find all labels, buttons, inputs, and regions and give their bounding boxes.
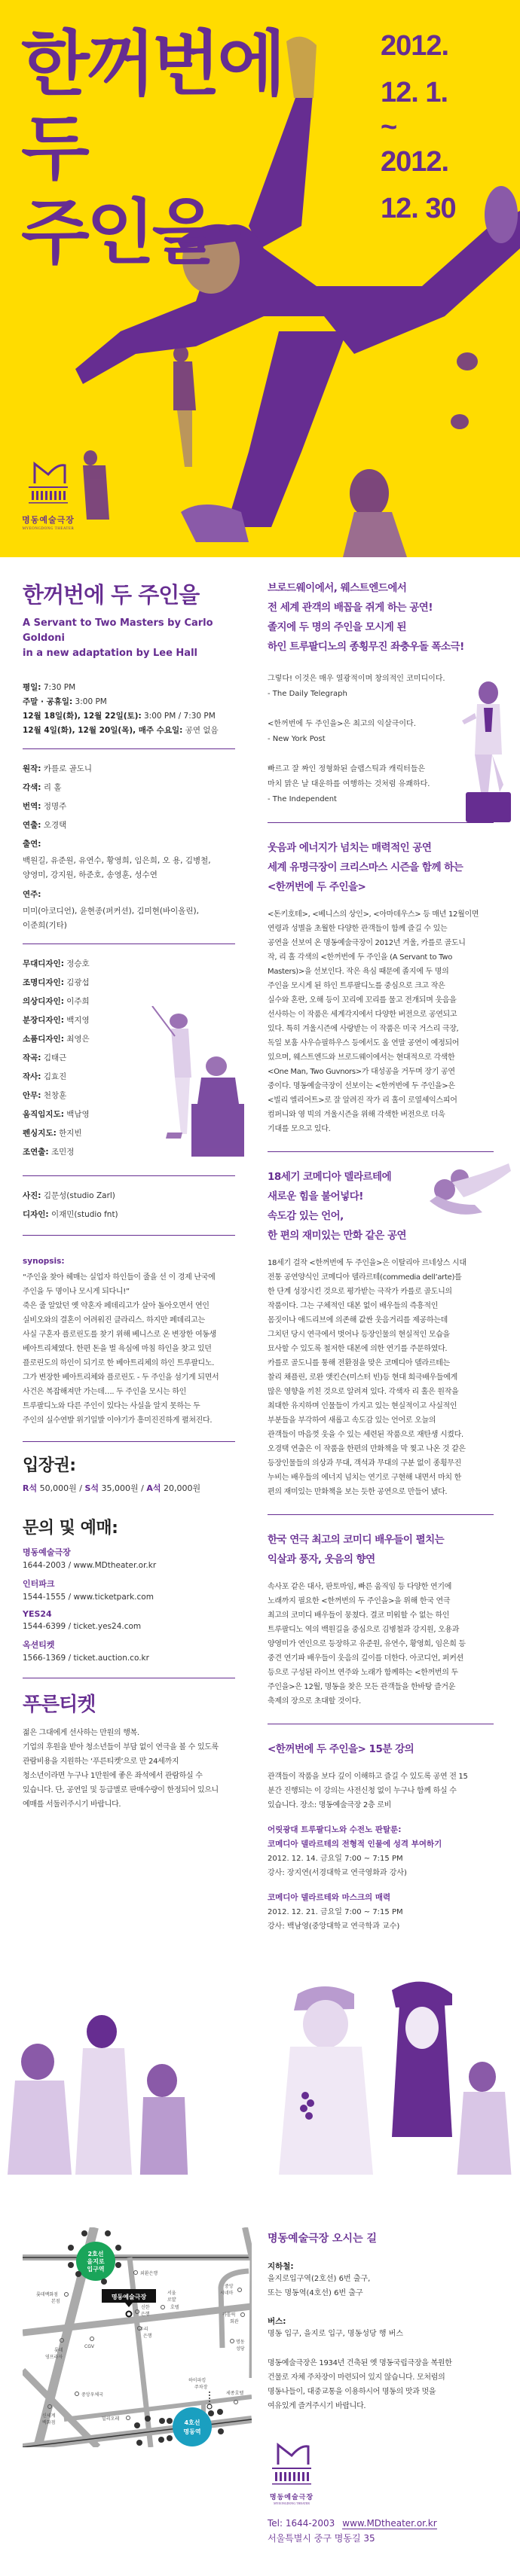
- pureun-line: 관람비용을 지원하는 ‘푸른티켓’으로 만 24세까지: [23, 1757, 179, 1766]
- schedule-row: [23, 709, 235, 724]
- schedule: [23, 681, 235, 738]
- music-line: 이준희(기타): [23, 921, 67, 930]
- pureun-line: 기업의 후원을 받아 청소년들이 부담 없이 연극을 볼 수 있도록: [23, 1743, 219, 1751]
- credit-row: [23, 816, 235, 835]
- credit-label: 각색:: [23, 783, 41, 792]
- lecture-title-line: 코메디아 델라르테의 전형적 인물에 성격 부여하기: [268, 1840, 442, 1849]
- cast-line: 백원길, 유준원, 유연수, 황영희, 임은희, 오 용, 김병철,: [23, 856, 211, 865]
- body-line: 최대한 유지하며 인물들이 가지고 있는 현실적이고 사실적인: [268, 1402, 457, 1410]
- staff-value: 최영은: [63, 1035, 90, 1044]
- svg-text:CGV: CGV: [84, 2344, 94, 2349]
- staff-label: 안무:: [23, 1091, 41, 1100]
- staff-value: 백지영: [63, 1016, 90, 1025]
- directions-text: [256, 2227, 520, 2546]
- staff-value: 한지빈: [56, 1129, 82, 1138]
- staff-value: 정승호: [63, 959, 90, 968]
- section-lecture: [268, 1739, 497, 1934]
- play-subtitle: [23, 616, 235, 661]
- credit-row: [23, 760, 235, 779]
- staff-label: 조명디자인:: [23, 978, 64, 987]
- schedule-value: 7:30 PM: [41, 683, 76, 692]
- theater-logo: [21, 461, 75, 531]
- lecture-title: [268, 1891, 497, 1905]
- body-line: 관객들이 마음껏 웃을 수 있는 세련된 작품으로 재탄생 시켰다.: [268, 1431, 463, 1439]
- parking-note: [268, 2356, 520, 2413]
- svg-text:하이파킹: 하이파킹: [188, 2378, 206, 2383]
- poster-dates: [381, 23, 456, 232]
- line4-station-icon: [173, 2407, 212, 2446]
- contact-heading: 문의 및 예매:: [23, 1519, 118, 1538]
- svg-text:명동: 명동: [236, 2340, 245, 2345]
- section-heading: [268, 1530, 497, 1569]
- contact-link[interactable]: 1544-6399 / ticket.yes24.com: [23, 1622, 142, 1631]
- logo-text-en: MYEONGDONG THEATER: [274, 2501, 310, 2505]
- bus-line: 명동 입구, 을지로 입구, 명동성당 행 버스: [268, 2330, 403, 2338]
- synopsis-line: 사건은 복잡해져만 가는데…. 두 주인을 모시는 하인: [23, 1388, 187, 1396]
- heading-line: 18세기 코메디아 델라르테에: [268, 1171, 392, 1183]
- staff-value: 김효진: [41, 1072, 67, 1081]
- poster-title-line: 주인을: [21, 192, 218, 274]
- heading-line: 새로운 힘을 불어넣다!: [268, 1190, 363, 1203]
- body-line: 중이다. 명동예술극장이 선보이는 <한꺼번에 두 주인을>은: [268, 1082, 455, 1090]
- content-columns: [0, 557, 520, 1934]
- body-line: 편의 재미있는 만화책을 보는 듯한 공연으로 만들어 냈다.: [268, 1488, 448, 1496]
- body-line: 공연을 선보여 온 명동예술극장이 2012년 겨울, 카를로 골도니: [268, 939, 466, 947]
- body-line: 컴퍼니와 영 빅의 겨울시즌을 위해 각색한 버전으로 더욱: [268, 1111, 445, 1119]
- line2-label: 2호선: [87, 2251, 104, 2257]
- music-list: [23, 904, 235, 933]
- body-line: 중견 연기파 배우들이 웃음의 깊이를 더한다. 아코디언, 퍼커션: [268, 1654, 463, 1663]
- body-line: 축제의 장으로 초대할 것이다.: [268, 1697, 361, 1706]
- svg-text:4호선: 4호선: [184, 2419, 200, 2426]
- credit-value: 오경택: [41, 821, 67, 830]
- section-heading: [268, 838, 497, 897]
- body-line: 오경택 연출은 이 작품을 한편의 만화책을 막 찢고 나온 것 같은: [268, 1445, 466, 1453]
- note-line: 건물로 자체 주차장이 마련되어 있지 않습니다. 모처럼의: [268, 2373, 445, 2382]
- bus-info: [268, 2327, 520, 2341]
- divider: [23, 1175, 235, 1176]
- map-container: [0, 2227, 256, 2546]
- divider: [23, 1235, 235, 1236]
- contact-link[interactable]: 1644-2003 / www.MDtheater.or.kr: [23, 1561, 157, 1570]
- schedule-label: 평일:: [23, 683, 41, 692]
- synopsis-line: 그가 변장한 베아트리체와 플로린도 - 두 주인을 섬기게 되면서: [23, 1373, 219, 1382]
- price-grade: A석: [146, 1483, 161, 1493]
- lecture-lecturer: 강사: 백남영(중앙대학교 연극학과 교수): [268, 1922, 400, 1931]
- body-line: 독일 보훔 사우슈필하우스 등에서도 올 연말 공연이 예정되어: [268, 1039, 460, 1047]
- schedule-label: 주말 · 공휴일:: [23, 697, 73, 706]
- staff-credits: [23, 955, 235, 1162]
- pureun-line: 젊은 그대에게 선사하는 만원의 행복.: [23, 1729, 139, 1737]
- body-line: 분간 진행되는 이 강의는 사전신청 없이 누구나 함께 하실 수: [268, 1787, 457, 1795]
- svg-text:주차장: 주차장: [194, 2385, 208, 2390]
- contact-name: 인터파크: [23, 1579, 55, 1589]
- svg-text:성당: 성당: [236, 2346, 245, 2352]
- quote-text: <한꺼번에 두 주인을>은 최고의 익살극이다.: [268, 720, 416, 728]
- subway-label: 지하철:: [268, 2262, 294, 2271]
- body-line: 18세기 걸작 <한꺼번에 두 주인을>은 이탈리아 르네상스 시대: [268, 1259, 466, 1267]
- body-line: 있으며, 웨스트엔드와 브로드웨이에서는 현대적으로 각색한: [268, 1053, 455, 1062]
- body-line: 작, 리 홀 각색의 <한꺼번에 두 주인을 (A Servant to Two: [268, 953, 453, 962]
- subway-line: 을지로입구역(2호선) 6번 출구,: [268, 2275, 371, 2283]
- synopsis-line: 플로린도의 하인이 되기로 한 베아트리체의 하인 트루팔디노.: [23, 1359, 215, 1367]
- body-line: 최고의 코미디 배우들이 뭉쳤다. 결코 미워할 수 없는 하인: [268, 1611, 450, 1620]
- contact-link[interactable]: 1544-1555 / www.ticketpark.com: [23, 1593, 154, 1602]
- price-value: 50,000원: [37, 1483, 77, 1493]
- svg-text:롯데백화점: 롯데백화점: [36, 2292, 58, 2297]
- music-label: [23, 886, 235, 904]
- body-line: <One Man, Two Guvnors>가 대성공을 거두며 장기 공연: [268, 1068, 455, 1076]
- pureun-line: 예매를 서둘러주시기 바랍니다.: [23, 1800, 121, 1809]
- contact-list: [23, 1546, 235, 1663]
- svg-text:세종호텔: 세종호텔: [226, 2391, 244, 2396]
- schedule-value: 3:00 PM / 7:30 PM: [141, 712, 216, 721]
- music-line: 미미(아코디언), 윤현종(퍼커션), 김미현(바이올린),: [23, 907, 199, 916]
- contact-name: 명동예술극장: [23, 1547, 71, 1557]
- body-line: 작품이다. 그는 구체적인 대본 없이 배우들의 즉흥적인: [268, 1302, 439, 1310]
- synopsis-line: 트루팔디노와 다른 주인이 있다는 사실을 알지 못하는 두: [23, 1402, 200, 1410]
- quote-text: 마치 맑은 날 대운하를 여행하는 것처럼 유쾌하다.: [268, 780, 430, 788]
- staff-label: 소품디자인:: [23, 1035, 64, 1044]
- staff-label: 작곡:: [23, 1053, 41, 1062]
- heading-line: 한 편의 재미있는 만화 같은 공연: [268, 1230, 407, 1242]
- schedule-row: [23, 681, 235, 695]
- quote-text: 그렇다! 이것은 매우 열광적이며 창의적인 코미디이다.: [268, 675, 445, 683]
- svg-text:은행: 은행: [143, 2334, 152, 2339]
- phone-number: Tel: 1644-2003: [268, 2518, 335, 2529]
- music-label-text: 연주:: [23, 890, 41, 899]
- ticket-heading: 입장권:: [23, 1456, 76, 1475]
- body-line: 누비는 배우들의 에너지 넘치는 연기로 구현해 내면서 마치 한: [268, 1474, 462, 1482]
- credit-label: 원작:: [23, 764, 41, 773]
- staff-row: [23, 955, 235, 974]
- theater-map-label: 명동예술극장: [111, 2294, 147, 2300]
- body-line: 양영미가 연인으로 등장하고 유준원, 유연수, 황영희, 임은희 등: [268, 1640, 466, 1648]
- note-line: 명동나들이, 대중교통을 이용하시어 명동의 맛과 멋을: [268, 2388, 436, 2396]
- design-value: 김문성(studio Zarl): [41, 1191, 115, 1200]
- cast-label: [23, 835, 235, 854]
- heading-line: 속도감 있는 언어,: [268, 1210, 344, 1222]
- body-line: 전통 공연양식인 코메디아 델라르테(commedia dell’arte)를: [268, 1273, 462, 1282]
- svg-text:롯데: 롯데: [54, 2348, 63, 2353]
- headline-line: 전 세계 관객의 배꼽을 쥐게 하는 공연!: [268, 602, 433, 614]
- theater-logo-icon: [268, 2442, 316, 2489]
- heading-line: 익살과 풍자, 웃음의 향연: [268, 1553, 375, 1565]
- location-map[interactable]: [23, 2227, 252, 2447]
- directions-section: [0, 2220, 520, 2576]
- body-line: 트루팔디노 역의 백원길을 중심으로 김병철과 강지원, 오용과: [268, 1626, 460, 1634]
- bus-label: 버스:: [268, 2317, 286, 2326]
- theater-location-pin: [127, 2312, 132, 2317]
- credit-row: [23, 779, 235, 797]
- info-column: [0, 578, 256, 1934]
- date-line: ~: [381, 111, 397, 143]
- svg-text:은행: 은행: [141, 2312, 150, 2317]
- staff-value: 천창훈: [41, 1091, 67, 1100]
- design-row: [23, 1187, 235, 1206]
- svg-text:외환은행: 외환은행: [140, 2271, 158, 2276]
- poster-title: [21, 23, 283, 276]
- poster-title-line: 한꺼번에: [21, 23, 283, 105]
- logo-text-en: MYEONGDONG THEATER: [22, 527, 75, 531]
- price-value: 20,000원: [161, 1483, 201, 1493]
- svg-text:우리: 우리: [139, 2327, 148, 2332]
- contact-link[interactable]: 1566-1369 / ticket.auction.co.kr: [23, 1654, 149, 1663]
- synopsis-label: synopsis:: [23, 1257, 65, 1266]
- cast-list: [23, 854, 235, 883]
- design-label: 사진:: [23, 1191, 41, 1200]
- svg-text:밀리오레: 밀리오레: [102, 2416, 120, 2422]
- credit-label: 번역:: [23, 802, 41, 811]
- synopsis-line: 베아트리체였다. 한편 돈을 벌 욕심에 마침 하인을 찾고 있던: [23, 1345, 212, 1353]
- lecture-title-line: 어릿광대 트루팔디노와 수전노 판탈룬:: [268, 1825, 402, 1834]
- headline-line: 하인 트루팔디노의 종횡무진 좌충우돌 폭소극!: [268, 641, 464, 653]
- schedule-value: 공연 없음: [182, 726, 219, 735]
- heading-line: 웃음과 에너지가 넘치는 매력적인 공연: [268, 842, 432, 854]
- svg-text:신한: 신한: [141, 2305, 150, 2310]
- synopsis-line: 주인의 실수연발 위기일발 이야기가 흥미진진하게 펼쳐진다.: [23, 1416, 213, 1425]
- directions-title: 명동예술극장 오시는 길: [268, 2233, 377, 2245]
- staff-label: 펜싱지도:: [23, 1129, 57, 1138]
- body-line: 한 단계 성장시킨 것으로 평가받는 극작가 카를로 골도니의: [268, 1288, 452, 1296]
- lecture-item: [268, 1891, 497, 1934]
- section-comedy-actors: [268, 1530, 497, 1709]
- lecture-lecturer: 강사: 장지연(서경대학교 연극영화과 강사): [268, 1869, 407, 1877]
- staff-label: 작사:: [23, 1072, 41, 1081]
- actor-on-suitcase-photo: [458, 679, 518, 822]
- cast-line: 양영미, 강지원, 하준호, 송영훈, 성수연: [23, 870, 158, 879]
- credit-value: 리 홀: [41, 783, 62, 792]
- body-line: 있습니다. 장소: 명동예술극장 2층 로비: [268, 1801, 391, 1809]
- staff-label: 분장디자인:: [23, 1016, 64, 1025]
- schedule-value: 3:00 PM: [72, 697, 107, 706]
- body-line: 실수와 혼란, 오해 등이 꼬리에 꼬리를 물고 전개되며 웃음을: [268, 996, 457, 1004]
- credit-value: 카를로 골도니: [41, 764, 93, 773]
- staff-value: 김태근: [41, 1053, 67, 1062]
- heading-line: 한국 연극 최고의 코미디 배우들이 펼치는: [268, 1534, 445, 1546]
- headline-line: 졸지에 두 명의 주인을 모시게 된: [268, 621, 407, 633]
- poster-banner: [0, 0, 520, 557]
- subtitle-line: A Servant to Two Masters by Carlo Goldoni: [23, 617, 213, 644]
- divider: [268, 822, 494, 823]
- contact-name: 옥션티켓: [23, 1640, 55, 1650]
- logo-text-ko: 명동예술극장: [22, 515, 75, 525]
- credit-label: 연출:: [23, 821, 41, 830]
- quote-source: - New York Post: [268, 735, 326, 743]
- note-line: 여유있게 즐겨주시기 바랍니다.: [268, 2402, 366, 2410]
- staff-value: 백남영: [63, 1110, 90, 1119]
- design-label: 디자인:: [23, 1210, 49, 1219]
- heading-line: <한꺼번에 두 주인을>: [268, 881, 366, 893]
- body-line: 주인을>은 12월, 명동을 찾은 모든 관객들을 한바탕 즐거운: [268, 1683, 456, 1691]
- logo-text-ko: 명동예술극장: [269, 2494, 314, 2501]
- synopsis-text: [23, 1270, 235, 1428]
- section-body: [268, 907, 497, 1136]
- staff-value: 김광섭: [63, 978, 90, 987]
- body-line: 많은 영향을 끼친 것으로 알려져 있다. 각색자 리 홀은 원작을: [268, 1388, 459, 1396]
- svg-text:중앙: 중앙: [225, 2284, 234, 2289]
- ticket-prices: R석 50,000원 / S석 35,000원 / A석 20,000원: [23, 1483, 201, 1493]
- cast-label-text: 출연:: [23, 840, 41, 849]
- synopsis-line: 사실 구혼자 플로린도를 찾기 위해 베니스로 온 변장한 여동생: [23, 1331, 217, 1339]
- description-column: [256, 578, 520, 1934]
- synopsis-line: 실비오와의 결혼이 어려워진 클라리스. 하지만 페데리고는: [23, 1316, 205, 1325]
- section-body: [268, 1580, 497, 1709]
- divider: [23, 748, 235, 749]
- lecture-item: [268, 1823, 497, 1880]
- synopsis-line: 죽은 줄 알았던 옛 약혼자 페데리고가 살아 돌아오면서 연인: [23, 1302, 210, 1310]
- svg-text:입구역: 입구역: [87, 2266, 105, 2273]
- contact-name: YES24: [23, 1609, 52, 1619]
- quote-source: - The Independent: [268, 795, 337, 803]
- divider: [23, 1441, 235, 1442]
- staff-label: 의상디자인:: [23, 997, 64, 1006]
- credit-value: 정명주: [41, 802, 67, 811]
- headline-line: 브로드웨이에서, 웨스트엔드에서: [268, 582, 407, 594]
- website-link[interactable]: www.MDtheater.or.kr: [342, 2518, 437, 2529]
- schedule-label: 12월 18일(화), 12월 22일(토):: [23, 712, 142, 721]
- cast-group-photo: [0, 1949, 520, 2220]
- lecture-heading: <한꺼번에 두 주인을> 15분 강의: [268, 1743, 414, 1755]
- divider: [268, 1151, 494, 1152]
- svg-text:본점: 본점: [51, 2299, 60, 2304]
- body-line: 찰리 채플린, 로완 앳킨슨(미스터 빈)등 현대 희극배우들에게: [268, 1373, 457, 1382]
- body-line: 관객들이 작품을 보다 깊이 이해하고 즐길 수 있도록 공연 전 15: [268, 1773, 468, 1781]
- svg-text:회관: 회관: [230, 2319, 239, 2324]
- pureun-line: 청소년이라면 누구나 1만원에 좋은 좌석에서 관람하실 수: [23, 1772, 203, 1780]
- subway-line: 또는 명동역(4호선) 6번 출구: [268, 2289, 363, 2297]
- body-line: 노래까지 필요한 <한꺼번의 두 주인을>을 위해 한국 연극: [268, 1597, 451, 1605]
- credits: [23, 760, 235, 933]
- price-grade: R석: [23, 1483, 38, 1493]
- schedule-row: [23, 724, 235, 738]
- body-line: 등장인물들의 의상과 무대, 객석과 무대의 구분 없이 종횡무진: [268, 1459, 462, 1468]
- staff-label: 움직임지도:: [23, 1110, 64, 1119]
- date-line: 12. 1.: [381, 77, 448, 108]
- street-map: [23, 2227, 252, 2447]
- credit-row: [23, 797, 235, 816]
- lecture-intro: [268, 1770, 497, 1812]
- body-line: 있다. 특히 겨울시즌에 사랑받는 이 작품은 미국 거스리 극장,: [268, 1025, 459, 1033]
- svg-text:로얄: 로얄: [167, 2297, 176, 2303]
- price-value: 35,000원: [99, 1483, 139, 1493]
- schedule-row: [23, 695, 235, 709]
- footer-contact: [268, 2516, 520, 2546]
- pureun-ticket-text: [23, 1726, 235, 1812]
- pureun-line: 있습니다. 단, 공연일 및 등급별로 판매수량이 한정되어 있으니: [23, 1786, 219, 1794]
- body-line: 몸짓이나 애드리브에 의존해 값싼 웃음거리를 제공하는데: [268, 1316, 448, 1325]
- section-charming-performance: [268, 838, 497, 1136]
- body-line: 선사하는 이 작품은 세계각지에서 다양한 버전으로 공연되고: [268, 1011, 457, 1019]
- lecture-date: 2012. 12. 14. 금요일 7:00 ~ 7:15 PM: [268, 1855, 403, 1863]
- date-line: 2012.: [381, 30, 449, 62]
- lecture-title-line: 코메디아 델라르테와 마스크의 매력: [268, 1893, 391, 1902]
- pureun-ticket-title: 푸른티켓: [23, 1693, 96, 1716]
- synopsis-line: “주인을 찾아 헤매는 실업자 하인들이 줄을 선 이 경제 난국에: [23, 1273, 216, 1282]
- body-line: Masters)>을 선보인다. 작은 욕심 때문에 졸지에 두 명의: [268, 968, 449, 976]
- staff-row: [23, 974, 235, 992]
- svg-text:을지로: 을지로: [87, 2258, 105, 2265]
- section-commedia: [268, 1167, 497, 1499]
- svg-text:카톨릭: 카톨릭: [222, 2312, 236, 2318]
- body-line: <빌리 엘리어트>로 잘 알려진 작가 리 홀이 로열셰익스피어: [268, 1096, 457, 1105]
- body-line: 주인을 모시게 된 하인 트루팔디노를 중심으로 크고 작은: [268, 982, 445, 990]
- theater-logo-icon: [26, 461, 71, 508]
- staff-value: 이주희: [63, 997, 90, 1006]
- date-line: 2012.: [381, 146, 449, 178]
- body-line: <돈키호테>, <베니스의 상인>, <아마데우스> 등 매년 12월이면: [268, 910, 479, 919]
- svg-text:신세계: 신세계: [42, 2413, 56, 2419]
- heading-line: 세계 유명극장이 크리스마스 시즌을 함께 하는: [268, 861, 463, 873]
- reviews: [268, 672, 497, 807]
- body-line: 속사포 같은 대사, 판토마임, 빠른 움직임 등 다양한 연기에: [268, 1583, 452, 1591]
- svg-text:명동역: 명동역: [183, 2428, 201, 2435]
- design-row: [23, 1206, 235, 1224]
- actors-lifting-photo: [422, 1160, 512, 1227]
- footer-logo: [268, 2442, 316, 2505]
- price-grade: S석: [84, 1483, 99, 1493]
- svg-text:백화점: 백화점: [42, 2420, 56, 2425]
- date-line: 12. 30: [381, 193, 456, 224]
- body-line: 묘사할 수 있도록 철저한 대본에 의한 연기를 주문하였다.: [268, 1345, 448, 1353]
- staff-label: 무대디자인:: [23, 959, 64, 968]
- lecture-date: 2012. 12. 21. 금요일 7:00 ~ 7:15 PM: [268, 1908, 403, 1916]
- subtitle-line: in a new adaptation by Lee Hall: [23, 648, 197, 659]
- body-line: 카를로 골도니를 통해 전환점을 맞은 코메디아 델라르테는: [268, 1359, 450, 1367]
- section-body: [268, 1256, 497, 1499]
- quote-text: 빠르고 잘 짜인 정형화된 슬랩스틱과 캐릭터들은: [268, 765, 426, 773]
- svg-text:중앙우체국: 중앙우체국: [81, 2392, 103, 2398]
- synopsis-line: 주인을 두 명이나 모시게 되다니!”: [23, 1288, 130, 1296]
- body-line: 연령과 성별을 초월한 다양한 관객들이 함께 즐길 수 있는: [268, 925, 448, 933]
- note-line: 명동예술극장은 1934년 건축된 옛 명동국립극장을 복원한: [268, 2359, 452, 2367]
- svg-text:호텔: 호텔: [170, 2305, 179, 2310]
- lecture-title: [268, 1823, 497, 1852]
- quote-source: - The Daily Telegraph: [268, 690, 347, 698]
- staff-label: 조연출:: [23, 1148, 49, 1157]
- body-line: 그치던 당시 연극에서 벗어나 등장인물의 현실적인 모습을: [268, 1331, 450, 1339]
- staff-value: 조민정: [48, 1148, 75, 1157]
- divider: [268, 1514, 494, 1515]
- svg-text:시네마: 시네마: [220, 2291, 234, 2296]
- cast-group-image: [0, 1949, 520, 2220]
- body-line: 부분들을 부각하여 새롭고 속도감 있는 언어로 오늘의: [268, 1416, 436, 1425]
- fencing-actors-photo: [145, 1006, 258, 1157]
- subway-info: [268, 2272, 520, 2300]
- svg-text:서울: 서울: [167, 2291, 176, 2296]
- address: 서울특별시 중구 명동길 35: [268, 2533, 375, 2544]
- play-title: 한꺼번에 두 주인을: [23, 582, 200, 608]
- body-line: 기대를 모으고 있다.: [268, 1125, 331, 1133]
- body-line: 등으로 구성된 라이브 연주와 노래가 함께하는 <한꺼번의 두: [268, 1669, 458, 1677]
- main-headline: [268, 578, 497, 657]
- poster-title-line: 두: [21, 108, 87, 190]
- design-credits: [23, 1187, 235, 1224]
- schedule-label: 12월 4일(화), 12월 20일(목), 매주 수요일:: [23, 726, 183, 735]
- svg-text:영프라자: 영프라자: [45, 2355, 63, 2360]
- design-value: 이재민(studio fnt): [48, 1210, 118, 1219]
